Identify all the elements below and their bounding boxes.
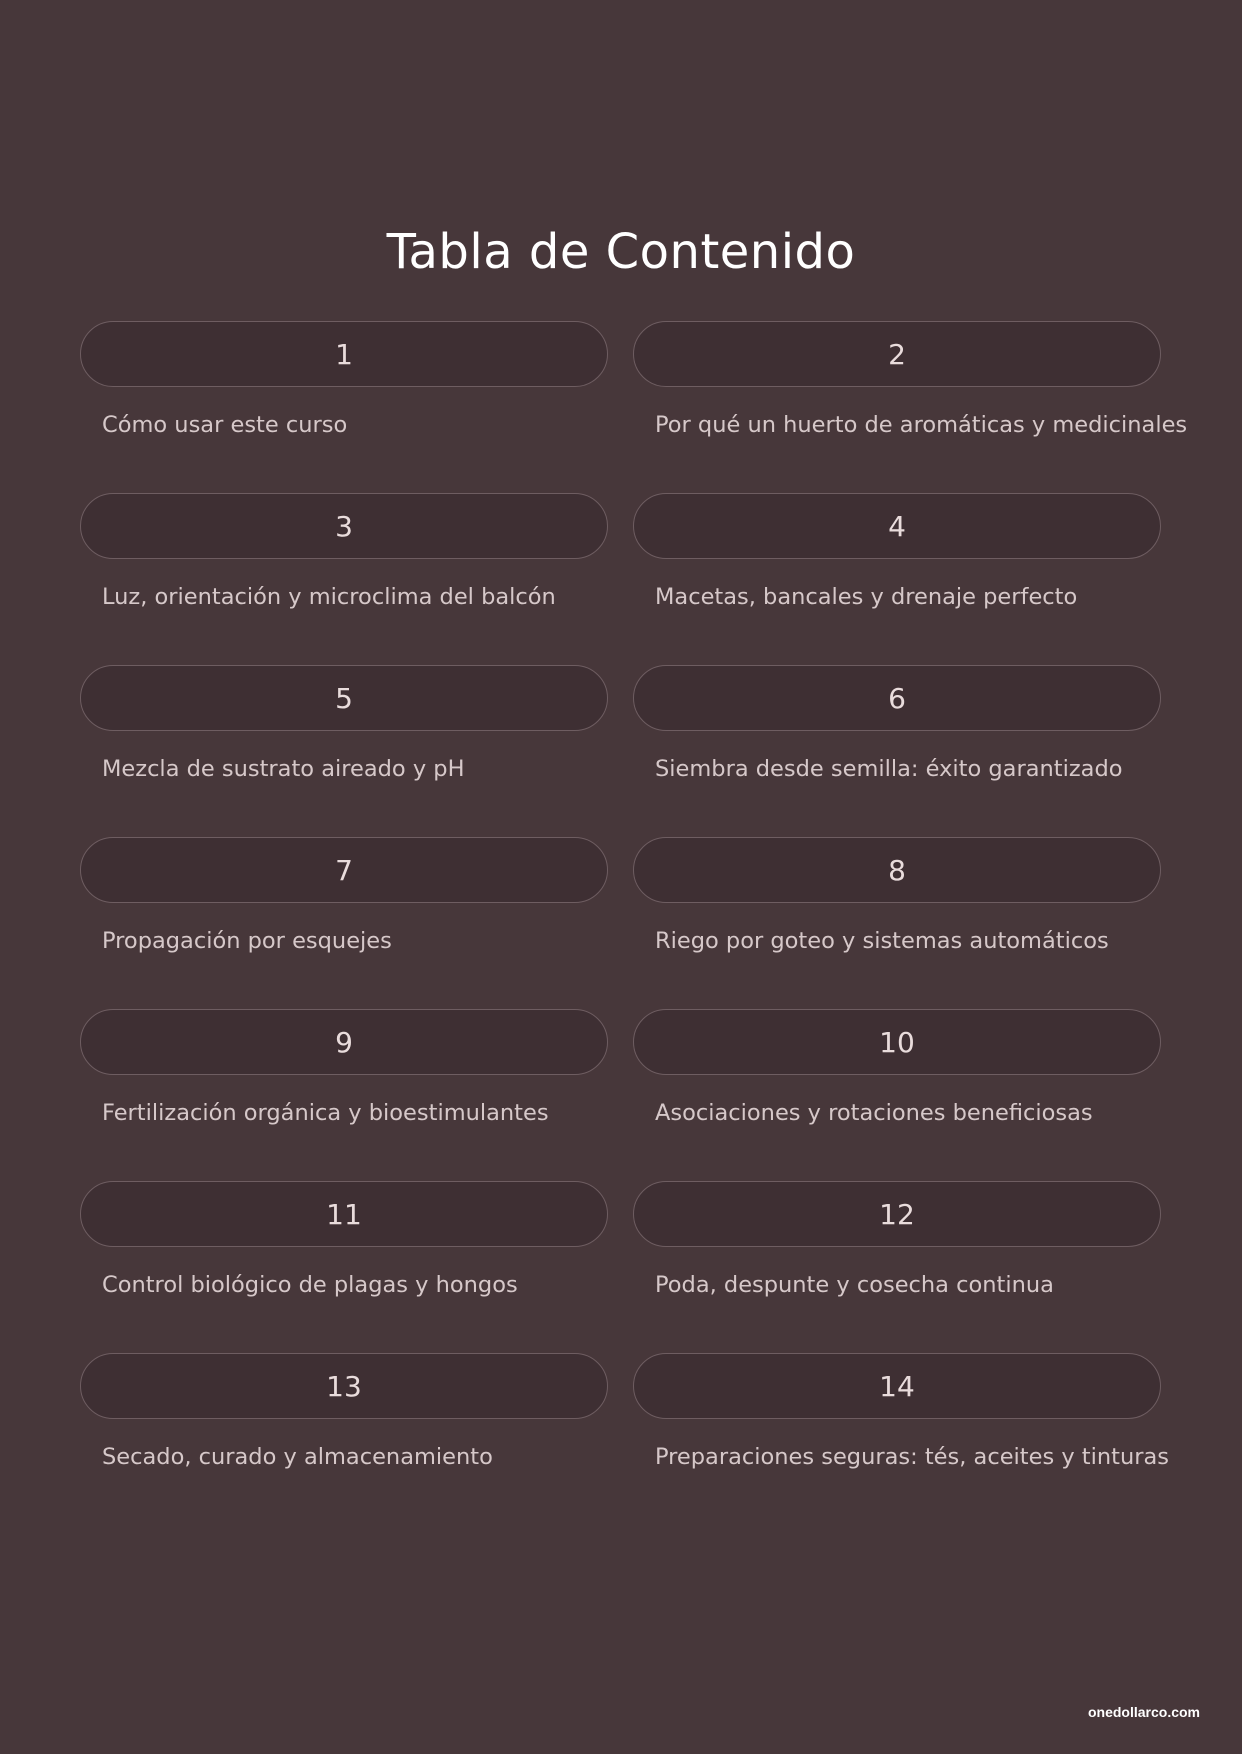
chapter-number-8[interactable]: 8 (633, 837, 1161, 903)
footer-brand: onedollarco.com (1087, 1704, 1200, 1720)
chapter-title-9: Fertilización orgánica y bioestimulantes (102, 1100, 549, 1126)
toc-entry-2[interactable] (633, 321, 1188, 477)
chapter-number-4[interactable]: 4 (633, 493, 1161, 559)
toc-entry-9[interactable] (80, 1009, 608, 1165)
toc-entry-6[interactable] (633, 665, 1161, 821)
chapter-title-11: Control biológico de plagas y hongos (102, 1272, 518, 1298)
chapter-number-10[interactable]: 10 (633, 1009, 1161, 1075)
chapter-number-6[interactable]: 6 (633, 665, 1161, 731)
chapter-number-1[interactable]: 1 (80, 321, 608, 387)
toc-entry-4[interactable] (633, 493, 1161, 649)
chapter-number-9[interactable]: 9 (80, 1009, 608, 1075)
chapter-number-7[interactable]: 7 (80, 837, 608, 903)
chapter-title-10: Asociaciones y rotaciones beneficiosas (655, 1100, 1093, 1126)
chapter-number-11[interactable]: 11 (80, 1181, 608, 1247)
chapter-title-1: Cómo usar este curso (102, 412, 348, 438)
toc-entry-12[interactable] (633, 1181, 1161, 1337)
chapter-title-3: Luz, orientación y microclima del balcón (102, 584, 556, 610)
chapter-title-8: Riego por goteo y sistemas automáticos (655, 928, 1109, 954)
chapter-title-12: Poda, despunte y cosecha continua (655, 1272, 1054, 1298)
chapter-title-6: Siembra desde semilla: éxito garantizado (655, 756, 1123, 782)
toc-entry-3[interactable] (80, 493, 608, 649)
toc-entry-7[interactable] (80, 837, 608, 993)
chapter-title-13: Secado, curado y almacenamiento (102, 1444, 493, 1470)
chapter-number-5[interactable]: 5 (80, 665, 608, 731)
toc-entry-14[interactable] (633, 1353, 1169, 1509)
chapter-number-12[interactable]: 12 (633, 1181, 1161, 1247)
table-of-contents (80, 321, 1188, 1509)
toc-entry-1[interactable] (80, 321, 608, 477)
toc-entry-10[interactable] (633, 1009, 1161, 1165)
toc-entry-11[interactable] (80, 1181, 608, 1337)
chapter-number-2[interactable]: 2 (633, 321, 1161, 387)
toc-entry-13[interactable] (80, 1353, 608, 1509)
chapter-number-3[interactable]: 3 (80, 493, 608, 559)
chapter-title-14: Preparaciones seguras: tés, aceites y tinturas (655, 1444, 1169, 1470)
chapter-title-5: Mezcla de sustrato aireado y pH (102, 756, 465, 782)
toc-entry-8[interactable] (633, 837, 1161, 993)
toc-entry-5[interactable] (80, 665, 608, 821)
page-title: Tabla de Contenido (386, 224, 856, 280)
chapter-number-14[interactable]: 14 (633, 1353, 1161, 1419)
chapter-title-2: Por qué un huerto de aromáticas y medicinales (655, 412, 1188, 438)
chapter-title-4: Macetas, bancales y drenaje perfecto (655, 584, 1078, 610)
chapter-title-7: Propagación por esquejes (102, 928, 392, 954)
chapter-number-13[interactable]: 13 (80, 1353, 608, 1419)
